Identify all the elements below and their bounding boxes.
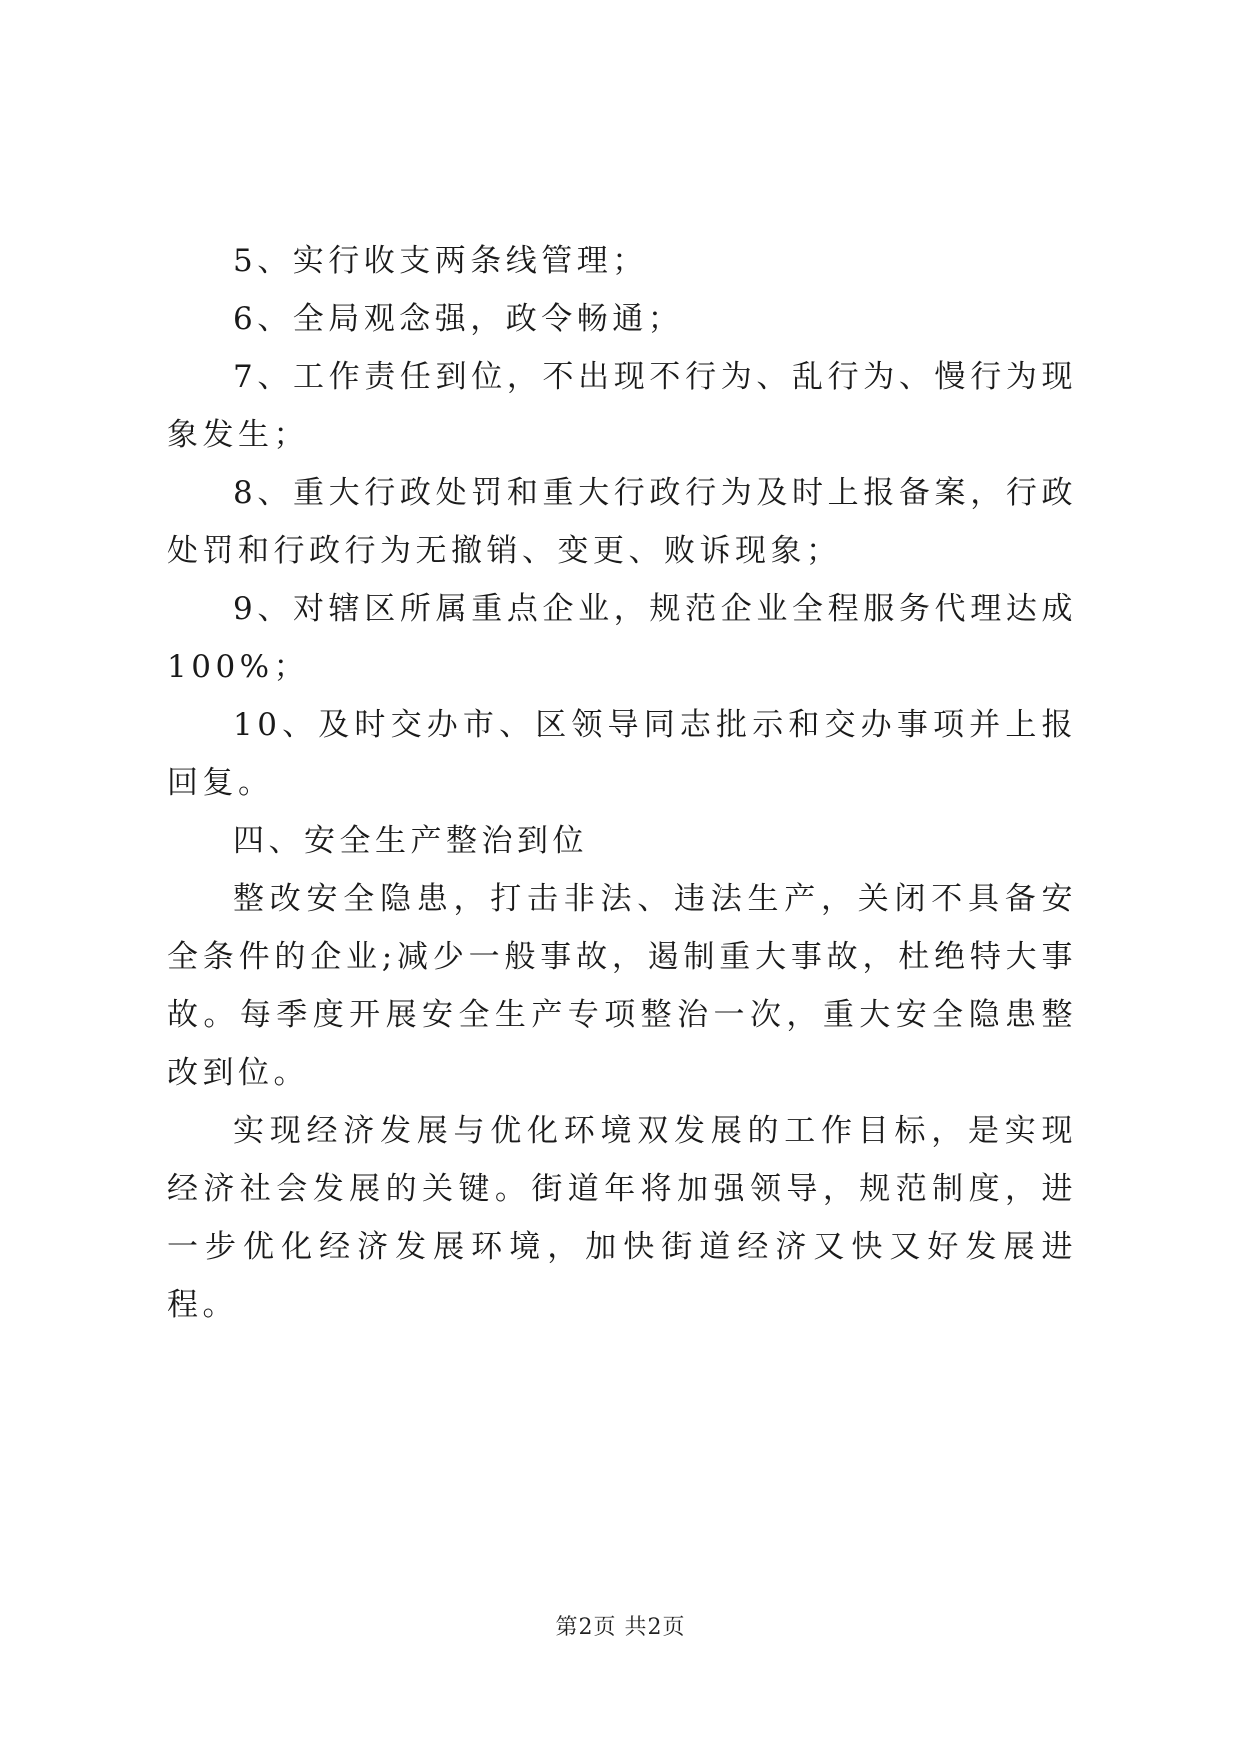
paragraph-item-6: 6、全局观念强，政令畅通； bbox=[233, 301, 684, 337]
section-heading: 四、安全生产整治到位 bbox=[233, 823, 588, 859]
page-footer: 第2页 共2页 bbox=[555, 1615, 686, 1640]
paragraph-item-10: 10、及时交办市、区领导同志批示和交办事项并上报回复。 bbox=[167, 707, 1077, 801]
document-body bbox=[167, 232, 1077, 1334]
paragraph-item-9: 9、对辖区所属重点企业，规范企业全程服务代理达成100%； bbox=[167, 591, 1077, 685]
paragraph-conclusion: 实现经济发展与优化环境双发展的工作目标，是实现经济社会发展的关键。街道年将加强领导，规范制度，进一步优化经济发展环境，加快街道经济又快又好发展进程。 bbox=[167, 1113, 1077, 1323]
paragraph-item-7: 7、工作责任到位，不出现不行为、乱行为、慢行为现象发生； bbox=[167, 359, 1077, 453]
paragraph-item-8: 8、重大行政处罚和重大行政行为及时上报备案，行政处罚和行政行为无撤销、变更、败诉现象； bbox=[167, 475, 1077, 569]
paragraph-safety: 整改安全隐患，打击非法、违法生产，关闭不具备安全条件的企业;减少一般事故，遏制重大事故，杜绝特大事故。每季度开展安全生产专项整治一次，重大安全隐患整改到位。 bbox=[167, 881, 1077, 1091]
paragraph-item-5: 5、实行收支两条线管理； bbox=[233, 243, 648, 279]
